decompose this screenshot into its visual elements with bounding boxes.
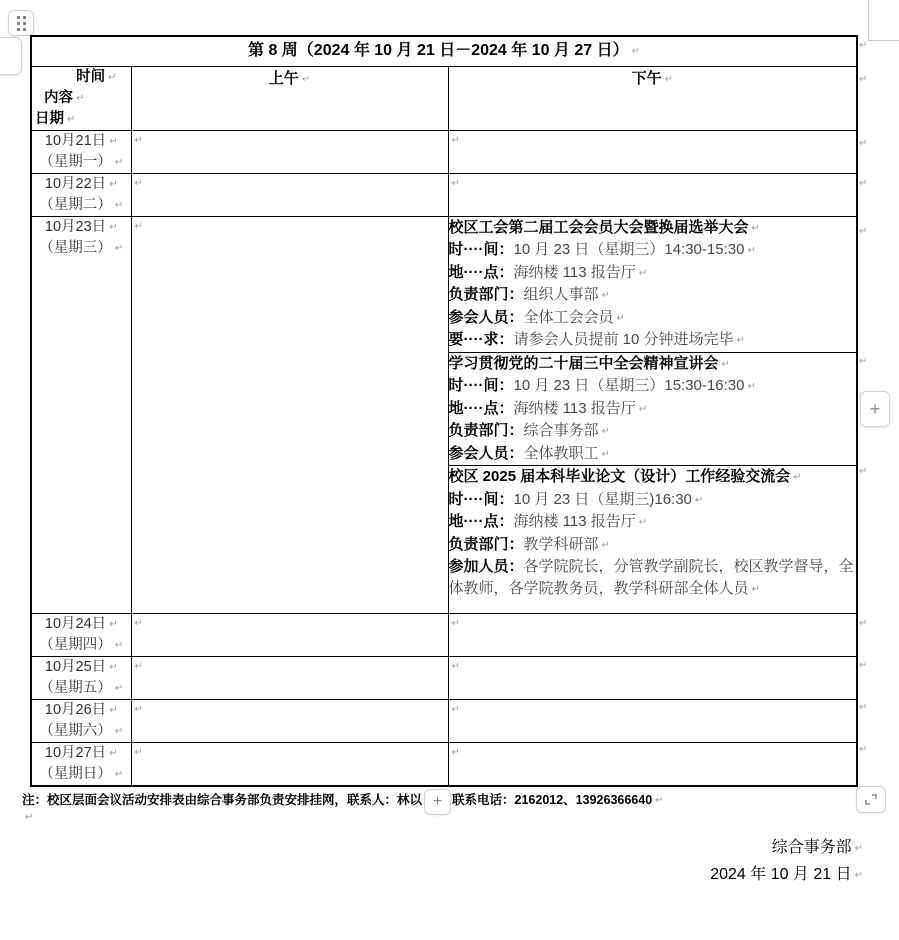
return-mark: ↵	[134, 177, 143, 189]
return-mark: ↵	[134, 661, 143, 672]
event-field-value: 10 月 23 日（星期三）14:30-15:30	[513, 241, 745, 258]
event-field-value: 全体工会会员	[523, 308, 614, 326]
return-mark: ↵	[76, 92, 85, 104]
table-row-oct24	[31, 614, 857, 657]
end-of-row-mark: ↵	[859, 74, 868, 85]
return-mark: ↵	[114, 640, 124, 651]
date-cell-oct21[interactable]	[31, 130, 131, 173]
afternoon-header: 下午	[631, 69, 662, 87]
table-row-oct27	[31, 743, 857, 787]
event-field-label: 时····间：	[448, 490, 514, 508]
event-field-label: 地····点：	[448, 399, 514, 417]
return-mark: ↵	[134, 747, 143, 758]
insert-plus-button[interactable]	[424, 789, 451, 815]
end-of-row-mark: ↵	[859, 660, 868, 671]
footnote-line	[22, 790, 882, 808]
event-field-value: 各学院院长，分管教学副院长，校区教学督导，全体教师，各学院教务员，教学科研部全体人员	[448, 558, 854, 597]
return-mark: ↵	[638, 403, 648, 415]
date-text: 10月26日	[44, 702, 107, 718]
return-mark: ↵	[109, 135, 118, 147]
date-cell-oct23[interactable]	[31, 216, 131, 614]
event-field-value: 海纳楼 113 报告厅	[513, 399, 636, 417]
date-cell-oct27[interactable]	[31, 743, 131, 787]
end-of-row-mark: ↵	[859, 744, 868, 755]
end-of-row-mark: ↵	[859, 702, 868, 713]
afternoon-cell-oct22[interactable]	[448, 173, 857, 216]
return-mark: ↵	[664, 73, 673, 85]
table-drag-handle[interactable]	[8, 10, 34, 36]
date-text: 10月25日	[44, 659, 107, 675]
event-cell-union-congress[interactable]	[448, 216, 857, 352]
event-field-label: 参加人员：	[448, 558, 524, 575]
return-mark: ↵	[601, 539, 610, 551]
table-row	[31, 36, 857, 66]
return-mark: ↵	[134, 704, 143, 715]
return-mark: ↵	[747, 381, 756, 392]
return-mark: ↵	[109, 178, 118, 190]
date-text: 10月27日	[44, 745, 107, 761]
week-title-cell[interactable]	[31, 36, 857, 66]
week-title: 第 8 周（2024 年 10 月 21 日－2024 年 10 月 27 日）	[248, 42, 629, 59]
event-cell-thesis-exchange[interactable]	[448, 466, 857, 614]
event-field-value: 海纳楼 113 报告厅	[513, 263, 636, 281]
return-mark: ↵	[114, 726, 124, 737]
return-mark: ↵	[108, 71, 117, 83]
return-mark: ↵	[109, 221, 118, 233]
event-field-label: 负责部门：	[448, 422, 524, 439]
footnote-text-after: 联系电话：2162012、13926366640	[452, 793, 653, 807]
return-mark: ↵	[109, 748, 118, 759]
page-margin-crop-mark	[868, 0, 869, 40]
return-mark: ↵	[451, 747, 460, 758]
return-mark: ↵	[109, 662, 118, 673]
date-cell-oct24[interactable]	[31, 614, 131, 657]
footnote-text-before: 注：校区层面会议活动安排表由综合事务部负责安排挂网，联系人：林以	[22, 793, 423, 807]
date-cell-oct25[interactable]	[31, 657, 131, 700]
return-mark: ↵	[694, 494, 704, 506]
event-field-label: 参会人员：	[448, 444, 524, 462]
morning-cell-oct21[interactable]	[131, 130, 448, 173]
return-mark: ↵	[114, 769, 124, 780]
table-row-oct21	[31, 130, 857, 173]
event-cell-plenum-lecture[interactable]	[448, 352, 857, 466]
return-mark: ↵	[451, 177, 460, 189]
event-field-value: 全体教职工	[523, 444, 599, 462]
date-text: 10月22日	[44, 175, 107, 192]
event-field-value: 教学科研部	[523, 535, 599, 553]
event-field-value: 10 月 23 日（星期三）15:30-16:30	[513, 377, 745, 394]
event-title: 学习贯彻党的二十届三中全会精神宣讲会	[448, 354, 719, 372]
signature-block	[710, 835, 863, 889]
corner-label-content: 内容	[44, 89, 73, 106]
empty-paragraph-mark: ↵	[25, 812, 34, 823]
partial-toolbar-button[interactable]	[0, 37, 22, 75]
weekday-text: （星期四）	[39, 637, 112, 653]
weekday-text: （星期三）	[39, 239, 112, 256]
table-row-oct23	[31, 216, 857, 352]
table-row-oct22	[31, 173, 857, 216]
morning-header-cell[interactable]	[131, 66, 448, 130]
event-field-label: 时····间：	[448, 377, 514, 394]
table-row-oct25	[31, 657, 857, 700]
return-mark: ↵	[747, 245, 756, 256]
afternoon-cell-oct21[interactable]	[448, 130, 857, 173]
corner-label-date: 日期	[35, 110, 64, 127]
return-mark: ↵	[109, 705, 118, 716]
return-mark: ↵	[451, 134, 460, 146]
page-margin-crop-mark	[868, 40, 899, 41]
morning-cell-oct24[interactable]	[131, 614, 448, 657]
event-field-label: 参会人员：	[448, 308, 524, 326]
weekday-text: （星期五）	[39, 680, 112, 696]
six-dot-grid-icon	[17, 16, 26, 31]
date-cell-oct26[interactable]	[31, 700, 131, 743]
return-mark: ↵	[601, 290, 610, 301]
event-field-label: 地····点：	[448, 513, 514, 530]
return-mark: ↵	[114, 683, 124, 694]
event-title: 校区工会第二届工会会员大会暨换届选举大会	[448, 218, 749, 236]
return-mark: ↵	[134, 220, 143, 232]
end-of-row-mark: ↵	[859, 138, 868, 149]
date-text: 10月24日	[44, 616, 107, 632]
end-of-row-mark: ↵	[859, 226, 868, 237]
date-text: 10月21日	[44, 132, 107, 149]
return-mark: ↵	[655, 795, 664, 806]
morning-cell-oct22[interactable]	[131, 173, 448, 216]
weekday-text: （星期二）	[39, 196, 112, 213]
afternoon-cell-oct25[interactable]	[448, 657, 857, 700]
event-field-label: 地····点：	[448, 263, 514, 281]
morning-cell-oct27[interactable]	[131, 743, 448, 787]
event-field-label: 要····求：	[448, 331, 514, 348]
return-mark: ↵	[67, 113, 76, 125]
return-mark: ↵	[751, 583, 760, 595]
corner-label-time: 时间	[76, 68, 106, 85]
return-mark: ↵	[854, 870, 863, 881]
return-mark: ↵	[451, 661, 460, 672]
plus-icon: +	[869, 398, 881, 419]
table-row-oct26	[31, 700, 857, 743]
event-field-label: 时····间：	[448, 241, 514, 258]
return-mark: ↵	[114, 156, 124, 168]
morning-cell-oct25[interactable]	[131, 657, 448, 700]
afternoon-cell-oct26[interactable]	[448, 700, 857, 743]
signing-department: 综合事务部	[771, 839, 852, 856]
return-mark: ↵	[114, 242, 124, 254]
return-mark: ↵	[631, 46, 641, 57]
return-mark: ↵	[134, 134, 143, 146]
return-mark: ↵	[736, 335, 745, 346]
event-field-label: 负责部门：	[448, 286, 524, 303]
return-mark: ↵	[134, 618, 143, 629]
table-row	[31, 66, 857, 130]
return-mark: ↵	[751, 222, 760, 234]
corner-header-cell[interactable]	[31, 66, 131, 130]
event-field-value: 综合事务部	[523, 422, 599, 439]
table-resize-handle[interactable]	[856, 786, 886, 813]
plus-icon: +	[432, 793, 443, 810]
return-mark: ↵	[451, 618, 460, 629]
diagonal-resize-icon	[864, 793, 878, 806]
date-text: 10月23日	[44, 218, 107, 235]
event-field-label: 负责部门：	[448, 535, 524, 553]
return-mark: ↵	[616, 312, 625, 324]
morning-cell-oct26[interactable]	[131, 700, 448, 743]
return-mark: ↵	[721, 358, 730, 370]
return-mark: ↵	[601, 448, 610, 460]
end-of-row-mark: ↵	[859, 466, 868, 477]
return-mark: ↵	[109, 619, 118, 630]
return-mark: ↵	[114, 199, 124, 211]
morning-cell-oct23[interactable]	[131, 216, 448, 614]
return-mark: ↵	[638, 267, 648, 279]
afternoon-cell-oct27[interactable]	[448, 743, 857, 787]
event-field-value: 10 月 23 日（星期三)16:30	[513, 490, 692, 508]
weekday-text: （星期一）	[39, 153, 112, 170]
add-comment-button[interactable]	[860, 391, 890, 427]
event-field-value: 请参会人员提前 10 分钟进场完毕	[513, 331, 734, 348]
afternoon-cell-oct24[interactable]	[448, 614, 857, 657]
end-of-row-mark: ↵	[859, 618, 868, 629]
return-mark: ↵	[854, 843, 863, 854]
weekday-text: （星期六）	[39, 723, 112, 739]
return-mark: ↵	[793, 472, 802, 483]
return-mark: ↵	[601, 426, 610, 437]
return-mark: ↵	[301, 73, 311, 85]
event-field-value: 海纳楼 113 报告厅	[513, 513, 636, 530]
signing-date: 2024 年 10 月 21 日	[710, 866, 852, 883]
end-of-row-mark: ↵	[859, 356, 868, 367]
weekly-schedule-table	[30, 35, 858, 787]
return-mark: ↵	[638, 517, 648, 528]
afternoon-header-cell[interactable]	[448, 66, 857, 130]
end-of-row-mark: ↵	[859, 178, 868, 189]
date-cell-oct22[interactable]	[31, 173, 131, 216]
event-field-value: 组织人事部	[523, 286, 599, 303]
event-title: 校区 2025 届本科毕业论文（设计）工作经验交流会	[448, 468, 791, 485]
morning-header: 上午	[268, 69, 299, 87]
end-of-row-mark: ↵	[859, 40, 868, 51]
weekday-text: （星期日）	[39, 766, 112, 782]
return-mark: ↵	[451, 704, 460, 715]
